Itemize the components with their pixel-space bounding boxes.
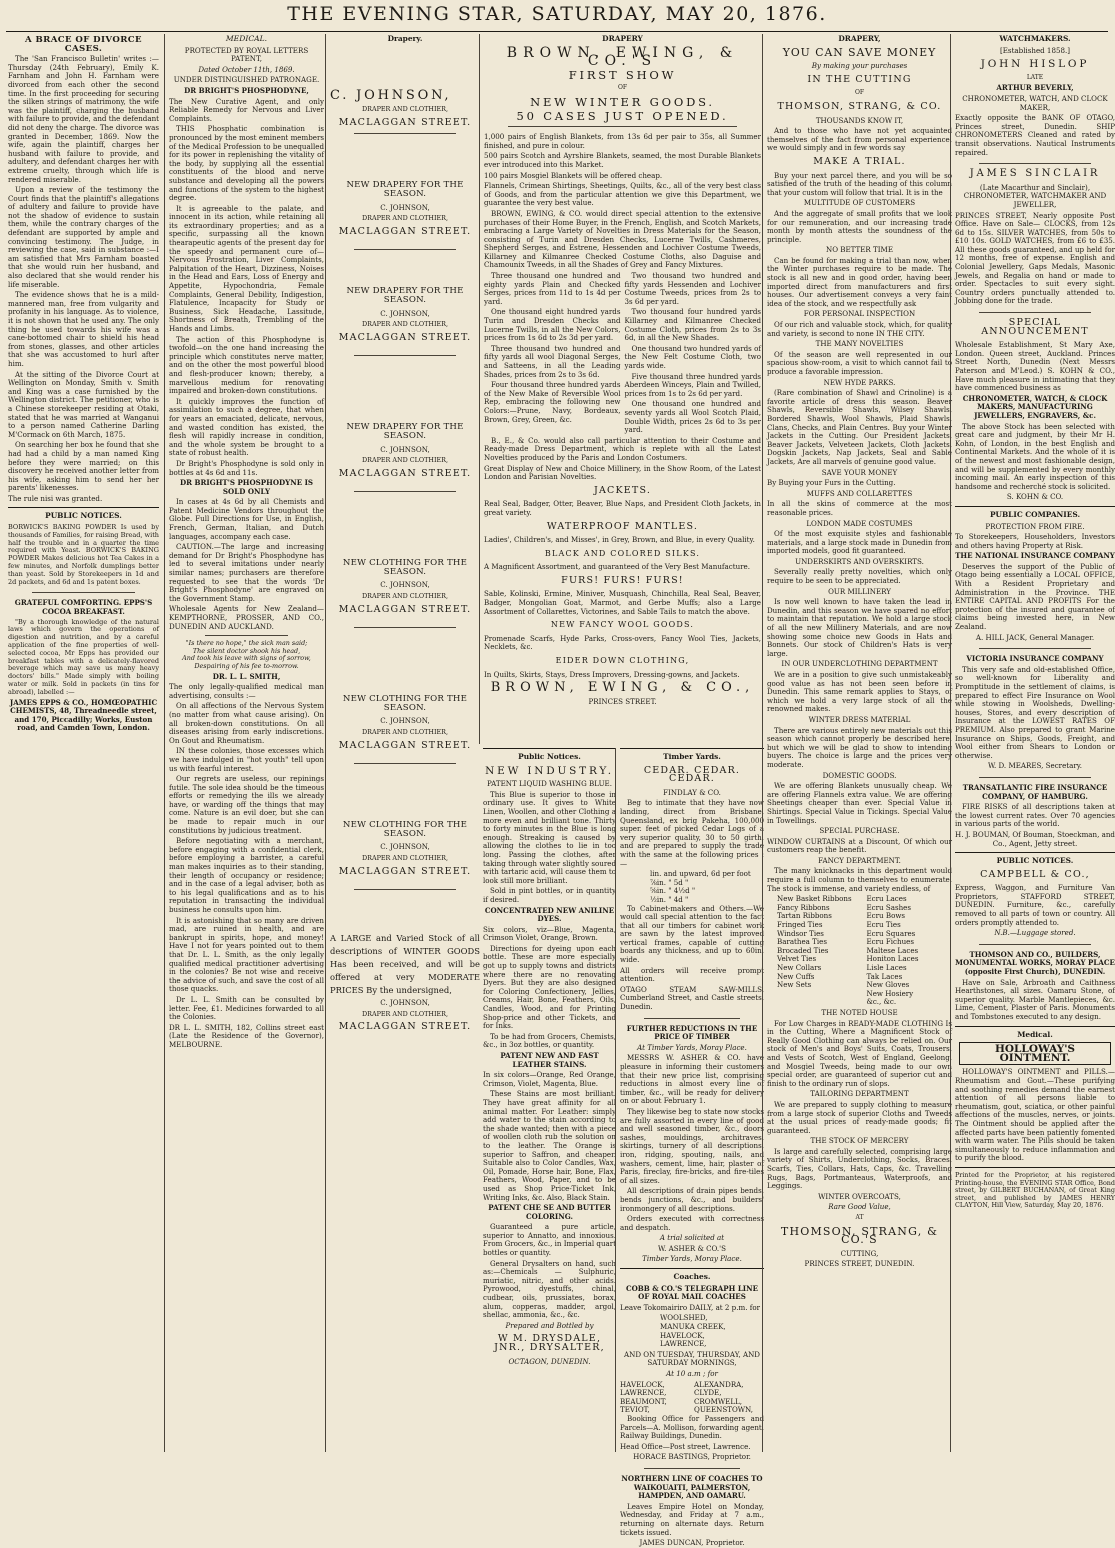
mantles-text: Ladies', Children's, and Misses', in Grey, Brown, and Blue, in every Quality. [484,535,755,545]
ad-trade: DRAPER AND CLOTHIER, [362,1009,448,1018]
paragraph: All descriptions of drain pipes bends, bends junctions, &c., and builders' ironmongery of all descriptions. [620,1186,764,1213]
fancy-list-b: Ecru Laces Ecru Sashes Ecru Bows Ecru Ties Ecru Squares Ecru Fichues Maltese Laces Honiton Laces Lisle Laces Tak Laces New Gloves New Hosiery &c., &c. [866,894,919,1007]
paragraph: The rule nisi was granted. [8,493,103,503]
paragraph: At the sitting of the Divorce Court at Wellington on Monday, Smith v. Smith and King was a case furnished by the Wellington district. The petitioner, who is a Chinese storekeeper residing at Otaki, stated that he was married at Wanganui to a person named Catherine Darling M'Cormack on 6th March, 1875. [8,369,159,439]
johnson-name: C. JOHNSON, [330,87,452,103]
section-header: Timber Yards. [663,752,721,761]
blue-heading: PATENT LIQUID WASHING BLUE. [487,779,612,789]
subhead: THOUSANDS KNOW IT, [815,115,904,125]
ad-title: NEW DRAPERY FOR THE SEASON. [346,422,464,441]
cobb-towns: WOOLSHED, MANUKA CREEK, HAVELOCK, LAWRENCE, [660,1313,726,1349]
subhead: LONDON MADE COSTUMES [806,518,913,528]
paragraph: General Drysalters on hand, such as:—Chemicals — Sulphuric, muriatic, nitric, and other acids. Pyrowood, dyestuffs, chinal, cudbear, oils, prussiates, borax, alum, copperas, madder, argol, shellac, ammonia, &c., &c. [483,1258,616,1320]
paragraph: By Buying your Furs in the Cutting. [767,478,896,488]
ad-title: NEW DRAPERY FOR THE SEASON. [346,180,464,199]
paragraph: The only legally-qualified medical man advertising, consults :— [169,682,324,700]
ad-name: C. JOHNSON, [380,580,430,590]
subhead: WINTER DRESS MATERIAL [808,714,911,724]
column-7 [950,34,1115,1452]
wool-text: Promenade Scarfs, Hyde Parks, Cross-overs, Fancy Wool Ties, Jackets, Necklets, &c. [484,633,761,652]
cobb-heading: COBB & CO.'S TELEGRAPH LINE OF ROYAL MAIL COACHES [625,1283,759,1302]
timber-sub: At Timber Yards, Moray Place. [637,1042,747,1052]
cobb-list-a: HAVELOCK, LAWRENCE, BEAUMONT, TEVIOT, [620,1379,667,1415]
paragraph: They likewise beg to state now stocks are fully assorted in every line of good and well seasoned timber, &c., doors sashes, mouldings, architraves, skirtings, turnery of all descriptions, iron, ridging, spouting, nails, and washers, cement, lime, hair, plaster of Paris, fireclay, fire-bricks, and fire-tiles of all sizes. [620,1106,764,1185]
of-line: OF [617,84,628,92]
sinclair-sub: (Late Macarthur and Sinclair), CHRONOMETER, WATCHMAKER AND JEWELLER, [963,182,1107,209]
ad-street: MACLAGGAN STREET. [338,865,472,877]
paragraph: These Stains are most brilliant. They have great affinity for all animal matter. For Leather: simply add water to the stain according to the shade wanted; then with a piece of woollen cloth rub the solution on to the leather. The Orange is superior to Saffron, and cheaper. Suitable also to Color Candles, Wax, Oil, Pomade, Horse hair, Bone, Flax, Feathers, Wood, Paper, and to be used as Shop Price-Ticket Ink, Writing Inks, &c. Also, Black Stain. [483,1089,616,1202]
price-list: lin. and upward, 6d per foot ⅞in. " 5d " ⅝in. " 4½d " ½in. " 4d " [650,869,751,904]
silks-heading: BLACK AND COLORED SILKS. [544,548,701,558]
paragraph: Head Office—Post street, Lawrence. [620,1441,751,1451]
paragraph: We are prepared to supply clothing to measure from a large stock of superior Cloths and Tweeds at the usual prices of ready-made goods; fit guaranteed. [767,1099,952,1135]
paragraph: To be had from Grocers, Chemists, &c., in 3oz bottles, or quantity. [483,1031,616,1050]
brown-ewing-ad [479,34,761,744]
paragraph: Leaves Empire Hotel on Monday, Wednesday, and Friday at 7 a.m., returning on alternate days. Return tickets issued. [620,1501,764,1537]
subhead: IN OUR UNDERCLOTHING DEPARTMENT [781,659,938,669]
masthead-rule [6,31,1108,32]
millinery-text: B., E., & Co. would also call particular attention to their Costume and Ready-made Dress Department, which is replete with all the Latest Novelties produced by the Paris and London Costumers. [484,435,761,462]
paragraph: This very safe and old-established Office, so well-known for Liberality and Promptitude in the settlement of claims, is prepared to effect Fire Insurance on Wool while stowing in Woolsheds, Dwelling-houses, Stores, and every description of Insurance at the LOWEST RATES OF PREMIUM. Also prepared to grant Marine Insurance on Ships, Goods, Freight, and Wool either from Shears to London or otherwise. [955,664,1115,760]
list-item: Three thousand one hundred and eighty yards Plain and Checked Serges, prices from 11d to 1s 4d per yard. [484,271,621,306]
johnson-street: MACLAGGAN STREET. [338,116,472,128]
beverly-name: ARTHUR BEVERLY, [996,83,1074,93]
paragraph: Upon a review of the testimony the Court finds that the plaintiff's allegations of adultery and failure to provide have not the shadow of evidence to sustain them, while the contrary charges of the defendant are supported by ample and convincing testimony. The Judge, in reviewing the case, said in substance :—I am satisfied that Mrs Farnham boasted that she would ruin her husband, and also declared that she would render his life miserable. [8,185,159,289]
transatlantic-heading: TRANSATLANTIC FIRE INSURANCE COMPANY, OF HAMBURG. [962,782,1108,801]
subhead: TAILORING DEPARTMENT [810,1089,909,1099]
epps-ad: "By a thorough knowledge of the natural laws which govern the operations of digestion and nutrition, and by a careful application of the fine properties of well-selected cocoa, Mr Epps has provided our breakfast tables with a delicately-flavored beverage which may save us many heavy doctors' bills." Made simply with boiling water or milk. Sold in packets (in tins for abroad), labelled :— [8,617,159,696]
list-item: One thousand eight hundred yards Turin and Dresden Checks and Lucerne Twills, in all the New Colors, prices from 1s 6d to 2s 3d per yard. [484,307,621,343]
firm-signature: BROWN, EWING, & CO., [490,680,755,696]
right-list [625,272,762,437]
epps-headline: GRATEFUL COMFORTING. EPPS'S COCOA BREAKFAST. [14,598,153,617]
in-cutting: IN THE CUTTING [807,73,912,85]
subhead: DOMESTIC GOODS. [822,770,897,780]
paragraph: Before negotiating with a merchant, before engaging with a confidential clerk, before employing a barrister, a careful man makes inquiries as to their standing, their length of occupancy or residence; and in the case of a legal adviser, both as to his legal qualifications and as to his reputation in transacting the individual business he consults upon him. [169,836,324,914]
section-rule [483,748,616,749]
item: 1,000 pairs of English Blankets, from 13s 6d per pair to 35s, all Summer finished, and pure in colour. [484,132,761,150]
subhead: THE NOTED HOUSE [821,1007,898,1017]
paragraph: Orders executed with correctness and despatch. [620,1214,764,1232]
ad-street: MACLAGGAN STREET. [338,467,472,479]
findlay-name: FINDLAY & CO. [663,787,721,797]
paragraph: The many knicknacks in this department would require a full column to themselves to enumerate. The stock is immense, and variety endless, of [767,866,952,893]
ad-trade: DRAPER AND CLOTHIER, [362,728,448,737]
victoria-signature: W. D. MEARES, Secretary. [987,761,1083,771]
paragraph: Directions for dyeing upon each bottle. These are more especially got up to supply towns and districts where there are no renovating Dyers. But they are also designed for Coloring Confectionery, Jellies, Creams, Hair, Bone, Feathers, Oils, Candles, Wood, and for Printing Shop-price and other Tickets, and for Inks. [483,943,616,1031]
divider [354,627,456,628]
ad-street: MACLAGGAN STREET. [338,1021,472,1033]
trial-solicited: A trial solicited at [659,1233,725,1243]
subhead: OUR MILLINERY [828,586,891,596]
show-text: Great Display of New and Choice Millinery, in the Show Room, of the Latest London and Parisian Novelties. [484,463,761,482]
announcement-heading: SPECIAL ANNOUNCEMENT [981,317,1089,337]
firm-name: THOMSON, STRANG, & CO. [777,100,942,112]
patent-line: PROTECTED BY ROYAL LETTERS PATENT, [184,45,309,64]
item: BROWN, EWING, & CO. would direct special attention to the extensive purchases of their Home Buyer, in the French, English, and Scotch Markets, embracing a Large Variety of Novelties in Dress Materials for the Season, consisting of Turin and Dresden Checks, Lucerne Twills, Cashmeres, Shepherd Serges, and Estrene, Hessenden and Lochiver Costume Tweeds, Killarney and Kilmanree Checked Costume Cloths, also Daguise and Chamounix Tweeds, in all the Shades of Grey and Fancy Mixtures. [484,208,761,270]
agents: Wholesale Agents for New Zealand—KEMPTHORNE, PROSSER, AND CO., DUNEDIN AND AUCKLAND. [169,604,324,631]
list-item: One thousand one hundred and seventy yards all Wool Scotch Plaid, Double Width, prices 2s 6d to 3s per yard. [624,399,761,435]
subhead: SAVE YOUR MONEY [821,467,898,477]
paragraph: Leave Tokomairiro DAILY, at 2 p.m. for [620,1302,760,1312]
verse: "Is there no hope," the sick man said; The silent doctor shook his head, And took his leave with signs of sorrow, Despairing of his fee to-morrow. [182,639,311,670]
save-heading: YOU CAN SAVE MONEY [782,45,937,59]
paragraph: In six colors—Orange, Red Orange, Crimson, Violet, Magenta, Blue. [483,1070,616,1088]
divider [205,635,288,636]
paragraph: To Storekeepers, Householders, Investors and others having Property at Risk. [955,532,1115,550]
firm-address: PRINCES STREET. [588,696,657,706]
section-header: Coaches. [673,1272,711,1282]
section-rule [620,748,764,749]
paragraph: Express, Waggon, and Furniture Van Proprietors, STAFFORD STREET, DUNEDIN. Furniture, &c., carefully removed to all parts of town or country. All orders promptly attended to. [955,883,1115,927]
silks-text: A Magnificent Assortment, and guaranteed of the Very Best Manufacture. [484,562,750,572]
ad-name: C. JOHNSON, [380,998,430,1008]
fancy-list-a: New Basket Ribbons Fancy Ribbons Tartan Ribbons Fringed Ties Windsor Ties Barathea Ties Brocaded Ties Velvet Ties New Collars New Cuffs New Sets [777,894,852,990]
ad-trade: DRAPER AND CLOTHIER, [362,456,448,465]
paragraph: We are offering Blankets unusually cheap. We are offering Flannels extra value. We are offering Sheetings cheaper than ever. Special Value in Shirtings. Special Value in Tickings. Special Value in Towellings. [767,781,952,825]
paragraph: On all affections of the Nervous System (no matter from what cause arising). On all broken-down constitutions. On all diseases arising from early indiscretions. On Gout and Rheumatism. [169,701,324,745]
list-item: Two thousand two hundred and fifty yards Hessenden and Lochiver Costume Tweeds, prices from 2s to 3s 6d per yard. [624,271,761,306]
ad-street: MACLAGGAN STREET. [338,739,472,751]
paragraph: It is astonishing that so many are driven mad, are ruined in health, and are bankrupt in spirits, hope, and money! Have I not for years pointed out to them that Dr. L. L. Smith, as the only legally qualified medical practitioner advertising in the colonies? Be not wise and receive the advice of such, and save the cost of all those quacks. [169,915,324,994]
paragraph: HOLLOWAY'S OINTMENT and PILLS.—Rheumatism and Gout.—These purifying and soothing remedies demand the earnest attention of all persons liable to rheumatism, gout, sciatica, or other painful affections of the muscles, nerves, or joints. The Ointment should be applied after the affected parts have been patiently fomented with warm water. The Pills should be taken simultaneously to reduce inflammation and to purify the blood. [955,1067,1115,1163]
ad-street: MACLAGGAN STREET. [338,603,472,615]
cobb-destinations [620,1381,764,1415]
imprint: Printed for the Proprietor, at his registered Printing-house, the EVENING STAR Office, Bond street, by GILBERT BUCHANAN, of Great King street, and published by JAMES HENRY CLAYTON, Hill View, Saturday, May 20, 1876. [955,1170,1115,1210]
paragraph: Beg to intimate that they have now landing, direct from Brisbane, Queensland, ex brig Pakeha, 100,000 super. feet of picked Cedar Logs of a very superior quality, 30 to 50 girth, and are prepared to supply the trade with the same at the following prices :— [620,798,764,868]
first-show: FIRST SHOW [568,67,677,82]
beverly-sub: CHRONOMETER, WATCH, AND CLOCK MAKER, [962,93,1108,112]
paragraph: It is agreeable to the palate, and innocent in its action, while retaining all its extraordinary properties; and as a specific, surpassing all the known thearapeutic agents of the present day for the speedy and permanent cure of—Nervous Prostration, Liver Complaints, Palpitation of the Heart, Dizziness, Noises in the Head and Ears, Loss of Energy and Appetite, Hypochondria, Female Complaints, General Debility, Indigestion, Flatulence, Incapacity for Study or Business, Sick Headache, Lassitude, Shortness of Breath, Trembling of the Hands and Limbs. [169,203,324,333]
divider [644,1018,740,1019]
kohn-heading: CHRONOMETER, WATCH, & CLOCK MAKERS, MANUFACTURING JEWELLERS, ENGRAVERS, &c. [962,393,1108,420]
furs-heading: FURS! FURS! FURS! [561,574,684,586]
paragraph: Of the most exquisite styles and fashionable materials, and a large stock made in Dunedin from imported models, good fit guaranteed. [767,529,952,556]
of-line: OF [854,89,865,97]
ad-trade: DRAPER AND CLOTHIER, [362,854,448,862]
paragraph: We are in a position to give such unmistakeably good value as has not been seen before in Dunedin. This same remark applies to Stays, of which we hold a very large stock of all the renowned makes. [767,670,952,714]
divider [979,312,1091,313]
firm-signature: THOMSON, STRANG, & CO.'S [780,1224,939,1247]
section-header: Public Notices. [518,752,581,761]
subhead: NO BETTER TIME [825,245,893,255]
paragraph: THIS Phosphatic combination is pronounced by the most eminent members of the Medical Profession to be unequalled for its power in replenishing the vitality of the body, by supplying all the essential constituents of the blood and nerve substance and developing all the powers and functions of the system to the highest degree. [169,124,324,203]
paragraph: The action of this Phosphodyne is twofold—on the one hand increasing the principle which constitutes nerve matter, and on the other the most powerful blood and flesh-producer known; thereby, a marvellous medium for renovating impaired and broken-down constitutions. [169,334,324,396]
campbell-name: CAMPBELL & CO., [980,868,1090,880]
jackets-text: Real Seal, Badger, Otter, Beaver, Blue Naps, and President Cloth Jackets, in great variety. [484,499,761,517]
patronage-line: UNDER DISTINGUISHED PATRONAGE. [173,75,320,85]
paragraph: Guaranteed a pure article, superior to Annatto, and innoxious. From Grocers, &c., in Imperial quart bottles or quantity. [483,1222,617,1258]
cobb-time: At 10 a.m ; for [666,1369,718,1378]
divider [32,592,135,593]
paragraph: The above Stock has been selected with great care and judgment, by their Mr H. Kohn, of London, in the best English and Continental Markets. And the whole of it is of the newest and most fashionable design, and will be supplemented by every monthly incoming mail. An early inspection of this handsome and recherché stock is solicited. [955,421,1115,491]
paragraph: MESSRS W. ASHER & CO. have pleasure in informing their customers that their new price list, comprising reductions in almost every line of timber, &c., will be ready for delivery on or about February 1. [620,1053,764,1106]
subhead: UNDERSKIRTS AND OVERSKIRTS. [795,556,924,566]
paragraph: There are various entirely new materials out this season which cannot properly be described here, but which we will be glad to show to intending buyers. The choice is large and the prices very moderate. [767,725,952,769]
paragraph: On searching her box he found that she had had a child by a man named King before they were married; on this discovery he received another letter from his wife, asking him to send her her parents' likenesses. [8,440,159,493]
fancy-lists [767,895,952,1007]
item: 500 pairs Scotch and Ayrshire Blankets, seamed, the most Durable Blankets ever introduced into this Market. [484,151,761,169]
victoria-heading: VICTORIA INSURANCE COMPANY [966,654,1104,664]
johnson-ad [330,416,480,485]
paragraph: Our regrets are useless, our repinings futile. The sole idea should be the timeous efforts or remedying the ills we already have, or warding off the things that may come. Nature is an evil doer, but she can be made to repair much in our constitutions by judicious treatment. [169,774,324,835]
northern-heading: NORTHERN LINE OF COACHES TO WAIKOUAITI, PALMERSTON, HAMPDEN, AND OAMARU. [621,1473,763,1501]
section-header: Medical. [1017,1029,1053,1039]
campbell-sub: N.B.—Luggage stored. [994,928,1076,938]
paragraph: The New Curative Agent, and only Reliable Remedy for Nervous and Liver Complaints. [169,96,324,123]
divider [354,889,456,890]
left-list [484,272,621,437]
wool-heading: NEW FANCY WOOL GOODS. [550,620,695,630]
section-header: MEDICAL. [225,34,268,43]
masthead-title: THE EVENING STAR, SATURDAY, MAY 20, 1876. [287,3,827,25]
stains-heading: PATENT NEW AND FAST LEATHER STAINS. [500,1051,599,1069]
ad-trade: DRAPER AND CLOTHIER, [362,214,448,223]
subhead: THE MANY NOVELTIES [815,339,904,349]
borwick-ad: BORWICK'S BAKING POWDER Is used by thousands of Families, for raising Bread, with half the trouble and in a quarter the time required with Yeast. BORWICK'S BAKING POWDER Makes delicious hot Tea Cakes in a few minutes, and Norfolk dumplings better than yeast. Sold by Storekeepers in 1d and 2d packets, and 6d and 1s patent boxes. [8,523,159,586]
epps-maker: JAMES EPPS & CO., HOMŒOPATHIC CHEMISTS, 48, Threadneedle street, and 170, Piccadilly; Works, Euston road, and Camden Town, London. [9,697,158,733]
asher-signature: W. ASHER & CO.'S [658,1243,726,1253]
paragraph: The 'San Francisco Bulletin' writes :— Thursday (24th February), Emily K. Farnham and John H. Farnham were divorced from each other the second time. In the first proceeding for securing the silken strings of matrimony, the wife was the plaintiff, charging the husband with failure to provide, and the defendant did not deny the charge. The divorce was granted in December, 1869. Now the wife, again the plaintiff, charges her husband with failure to provide, and adultery, and defendant charges her with extreme cruelty, through which life is rendered miserable. [8,54,159,184]
maker-name: W M. DRYSDALE, JNR., DRYSALTER, [494,1333,605,1353]
eider-heading: EIDER DOWN CLOTHING, [555,656,690,666]
subhead: MAKE A TRIAL. [813,155,906,167]
fire-heading: PROTECTION FROM FIRE. [985,521,1085,531]
transatlantic-signature: H. J. BOUMAN, Of Bouman, Stoeckman, and Co., Agent, Jetty street. [955,829,1115,848]
column-5 [615,748,764,1548]
ad-trade: DRAPER AND CLOTHIER, [362,320,448,329]
furs-text: Sable, Kolinski, Ermine, Miniver, Musquash, Chinchilla, Real Seal, Beaver, Badger, Mongolian Goat, Marmot, and Gerbe Muffs; also a Large Assortment of Collarettes, Victorines, and Sable Tails to match the above. [484,589,761,616]
paragraph: Is now well known to have taken the lead in Dunedin, and this season we have spared no effort to maintain that reputation. We hold a large stock of all the new Millinery Materials, and are now showing some choice new Goods in Hats and Bonnets. Our stock of Children's Hats is very large. [767,597,952,658]
coloring-heading: PATENT CHE SE AND BUTTER COLORING. [488,1203,611,1221]
column-2 [164,34,324,1452]
asher-address: Timber Yards, Moray Place. [642,1254,742,1264]
eider-text: In Quilts, Skirts, Stays, Dress Improvers, Dressing-gowns, and Jackets. [484,669,740,679]
northern-signature: JAMES DUNCAN, Proprietor. [639,1538,745,1548]
holloway-heading: HOLLOWAY'S OINTMENT. [959,1042,1111,1065]
johnson-ad [330,814,480,883]
ad-title: NEW CLOTHING FOR THE SEASON. [342,820,468,839]
paragraph: Booking Office for Passengers and Parcels—A. Mollison, forwarding agent, Railway Buildings, Dunedin. [620,1413,764,1441]
section-header: WATCHMAKERS. [999,34,1071,43]
dyes-heading: CONCENTRATED NEW ANILINE DYES. [484,905,615,924]
section-header: PUBLIC NOTICES. [996,856,1074,866]
jackets-heading: JACKETS. [593,484,652,496]
section-header: PUBLIC COMPANIES. [989,509,1081,519]
dated-line: Dated October 11th, 1869. [198,64,295,74]
paragraph: It quickly improves the function of assimilation to such a degree, that when for years an emaciated, delicate, nervous, and wasted condition has existed, the flesh will rapidly increase in condition, and the whole system be brought to a state of robust health. [169,396,324,458]
divider [354,249,456,250]
paragraph: FIRE RISKS of all descriptions taken at the lowest current rates. Over 70 agencies in various parts of the world. [955,802,1115,829]
winter-goods-ad [330,930,480,1039]
ad-title: NEW CLOTHING FOR THE SEASON. [342,694,468,713]
paragraph: WINDOW CURTAINS at a Discount, Of which our customers reap the benefit. [767,836,952,855]
prepared-by: Prepared and Bottled by [505,1320,594,1330]
ad-title: NEW CLOTHING FOR THE SEASON. [342,558,468,577]
hislop-name: JOHN HISLOP [980,58,1090,71]
johnson-ad [330,688,480,757]
list-item: Five thousand three hundred yards Aberdeen Winceys, Plain and Twilled, prices from 1s to 2s 6d per yard. [624,371,761,398]
established: [Established 1858.] [999,45,1071,55]
sinclair-name: JAMES SINCLAIR [969,168,1101,180]
section-header: Drapery. [387,34,423,43]
subhead: FANCY DEPARTMENT. [818,855,901,865]
list-item: Three thousand two hundred and fifty yards all wool Diagonal Serges, and Satteens, in all the Leading Shades, prices from 2s to 3s 6d. [484,343,621,379]
paragraph: Of our rich and valuable stock, which, for quality and variety, is second to none IN THE CITY. [767,320,952,338]
dress-lists [484,272,761,437]
national-heading: THE NATIONAL INSURANCE COMPANY [955,551,1115,561]
caution: CAUTION.—The large and increasing demand for Dr Bright's Phosphodyne has led to several imitations under nearly similar names; purchasers are therefore requested to see that the words 'Dr Bright's Phosphodyne' are engraved on the Government Stamp. [169,542,324,603]
cases-opened: 50 CASES JUST OPENED. [516,108,729,123]
paragraph: Six colors, viz—Blue, Magenta, Crimson Violet, Orange, Brown. [483,924,616,943]
divider [354,491,456,492]
ad-street: MACLAGGAN STREET. [338,331,472,343]
ad-name: C. JOHNSON, [380,308,430,318]
divider [979,777,1091,778]
subhead: THE STOCK OF MERCERY [810,1136,909,1146]
section-rule [955,1026,1115,1027]
thomson-heading: THOMSON AND CO., BUILDERS, MONUMENTAL WORKS, MORAY PLACE (opposite First Church), DUNEDIN. [955,949,1115,977]
paragraph: And the aggregate of small profits that we look for our remuneration, and our increasing trade month by month attests the soundness of the principle. [767,208,952,244]
paragraph: Deserves the support of the Public of Otago being essentially a LOCAL OFFICE, With a Resident Proprietary and Administration in the Province. THE ENTIRE CAPITAL AND PROFITS For the protection of the insured and guarantee of claims being invested here, in New Zealand. [955,561,1115,632]
mantles-heading: WATERPROOF MANTLES. [546,520,699,532]
paragraph: Of the season are well represented in our spacious show-room, a visit to which cannot fail to produce a favorable impression. [767,349,952,376]
paragraph: In all the skins of commerce at the most reasonable prices. [767,499,952,517]
subhead: SPECIAL PURCHASE. [819,826,900,836]
johnson-ad [330,280,480,349]
paragraph: All orders will receive prompt attention. [620,965,764,984]
paragraph: Exactly opposite the BANK OF OTAGO, Princes street, Dunedin. SHIP CHRONOMETERS Cleaned and rated by transit observations. Nautical Instruments repaired. [955,113,1115,157]
section-header: PUBLIC NOTICES. [45,511,122,521]
section-header: DRAPERY, [838,34,881,43]
list-item: Two thousand four hundred yards Killarney and Kilmanree Checked Costume Cloth, prices from 2s to 3s 6d, in all the New Shades. [624,307,761,343]
ad-name: C. JOHNSON, [380,716,430,726]
cobb-list-b: ALEXANDRA, CLYDE, CROMWELL, QUEENSTOWN, [694,1379,754,1415]
divider [979,648,1091,649]
subhead: FOR PERSONAL INSPECTION [803,309,916,319]
subhead: MUFFS AND COLLARETTES [806,488,913,498]
divorce-headline: A BRACE OF DIVORCE CASES. [25,35,142,54]
section-rule [8,507,159,508]
save-sub: By making your purchases [811,61,908,71]
firm-address: PRINCES STREET, DUNEDIN. [804,1259,915,1269]
divider [979,163,1091,164]
section-rule [955,1167,1115,1168]
item: Flannels, Crimean Shirtings, Sheetings, Quilts, &c., all of the very best class of Goods, and from the particular attention we give this Department, we guarantee the very best value. [484,181,761,208]
subhead: NEW HYDE PARKS. [823,377,896,387]
paragraph: Can be found for making a trial than now, when the Winter purchases require to be made. The stock is all new and in good order, having been imported direct from manufacturers and first houses. Our advertisement conveys a very faint idea of the stock, and we respectfully ask [767,255,952,308]
cobb-days: AND ON TUESDAY, THURSDAY, AND SATURDAY MORNINGS, [623,1349,760,1368]
firm-name: BROWN, EWING, & CO.'S [506,44,739,70]
paragraph: In cases at 4s 6d by all Chemists and Patent Medicine Vendors throughout the Globe. Full Directions for Use, in English, French, German, Italian, and Dutch languages, accompany each case. [169,497,324,541]
column-4 [479,748,616,1452]
ad-trade: DRAPER AND CLOTHIER, [362,592,448,601]
paragraph: The evidence shows that he is a mild-mannered man, free from vulgarity and profanity in his language. As to violence, it is not shown that he used any. The only thing he used towards his wife was a cane-bottomed chair to shield his head from stones, glasses, and other articles that she was accustomed to hurl after him. [8,290,159,368]
rare-value: Rare Good Value, [828,1202,891,1212]
divider [508,126,737,127]
industry-heading: NEW INDUSTRY. [485,764,614,777]
paragraph: (Rare combination of Shawl and Crinoline) is a favorite article of dress this season. Beaver Shawls, Reversible Shawls, Wilsey Shawls, Bordered Shawls, Wool Shawls, Plaid Shawls, Clans, Checks, and Plain Centres. Buy your Winter Jackets in the Cutting. Our President Jackets, Beaver Jackets, Velveteen Jackets, Cloth Jackets, Dogskin Jackets, Nap Jackets, Seal and Sable Jackets, Are all marvels of genuine good value. [767,388,952,466]
paragraph: Is large and carefully selected, comprising large variety of Shirts, Underclothing, Socks, Braces, Scarfs, Ties, Collars, Hats, Caps, &c. Travelling Rugs, Bags, Portmanteaus, Waterproofs, and Leggings. [767,1146,952,1191]
cobb-signature: HORACE BASTINGS, Proprietor. [633,1452,751,1462]
divider [354,133,456,134]
paragraph: And to those who have not yet acquainted themselves of the fact from personal experience, we would simply and in few words say [767,126,952,153]
divider [979,944,1091,945]
section-rule [620,1268,764,1269]
winter-stock: A LARGE and Varied Stock of all descriptions of WINTER GOODS Has been received, and will be offered at very MODERATE PRICES By the undersigned, [330,933,480,996]
paragraph: IN these colonies, those excesses which we have indulged in "hot youth" tell upon us with fearful interest. [169,746,324,773]
paragraph: This Blue is superior to those in ordinary use. It gives to White Linen, Woollen, and other Clothing a more even and brilliant tone. Thirty to forty minutes in the Blue is long enough. Streaking is caused by allowing the clothes to lie in too long. Passing the clothes, after taking through water slightly soured with tartaric acid, will cause them to look still more brilliant. [483,789,616,885]
list-item: Four thousand three hundred yards of the New Make of Reversible Wool Rep, embracing the following new Colors:—Prune, Navy, Bordeaux, Brown, Grey, Green, &c. [484,380,621,424]
johnson-ad [330,174,480,243]
divider [644,1468,740,1469]
late-line: LATE [1026,73,1044,81]
divider [354,763,456,764]
winter-goods: NEW WINTER GOODS. [530,94,715,109]
ad-name: C. JOHNSON, [380,202,430,212]
maker-address: OCTAGON, DUNEDIN. [508,1356,591,1366]
at-line: AT [855,1214,864,1222]
paragraph: Sold in pint bottles, or in quantity if desired. [483,886,616,904]
list-item: One thousand two hundred yards of the New Felt Costume Cloth, two yards wide. [624,343,761,370]
kohn-signature: S. KOHN & CO. [1006,492,1064,502]
cutting-line: CUTTING, [840,1248,879,1258]
product-name: DR BRIGHT'S PHOSPHODYNE, [184,85,309,95]
section-rule [955,852,1115,853]
johnson-trade: DRAPER AND CLOTHIER, [362,105,448,114]
divider [354,355,456,356]
timber-heading: FURTHER REDUCTIONS IN THE PRICE OF TIMBER [626,1023,758,1042]
section-rule [955,506,1115,507]
mills-address: OTAGO STEAM SAW-MILLS, Cumberland Street, and Castle streets, Dunedin. [620,984,764,1012]
paragraph: Dr L. L. Smith can be consulted by letter. Fee, £1. Medicines forwarded to all the Colonies. [169,994,324,1022]
ad-name: C. JOHNSON, [380,444,430,454]
paragraph: PRINCES STREET, Nearly opposite Post Office. Have on Sale— CLOCKS, from 12s 6d to 15s. SILVER WATCHES, from 50s to £10 10s. GOLD WATCHES, from £6 to £35. All these goods guaranteed, and up held for 12 months, free of expense. English and Colonial Jewellery, Gaps Medals, Masonic Jewels, and Regalia on hand or made to order. Spectacles to suit every sight. Country orders punctually attended to. Jobbing done for the trade. [955,210,1115,306]
column-1 [8,34,159,1452]
paragraph: For Low Charges in READY-MADE CLOTHING Is in the Cutting, Where a Magnificent Stock of Really Good Clothing can always be relied on. Our stock of Men's and Boys' Suits, Coats, Trousers, and Vests of Scotch, West of England, Geelong, and Mosgiel Tweeds, being made to our own special order, are guaranteed of superior cut and finish to the ordinary run of slops. [767,1018,952,1088]
ad-street: MACLAGGAN STREET. [338,225,472,237]
smith-address: DR L. L. SMITH, 182, Collins street east (Late the Residence of the Governor), MELBOURNE. [169,1022,324,1049]
column-3 [325,34,480,1452]
national-signature: A. HILL JACK, General Manager. [975,632,1095,642]
column-6 [762,34,952,1452]
paragraph: To Cabinet-makers and Others.—We would call special attention to the fact that all our timbers for cabinet work are sawn by the latest improved vertical frames, capable of cutting boards any thickness, and up to 60in. wide. [620,903,764,965]
paragraph: Dr Bright's Phosphodyne is sold only in bottles at 4s 6d and 11s. [169,458,324,477]
ad-title: NEW DRAPERY FOR THE SEASON. [346,286,464,305]
section-header: DRAPERY [602,34,643,43]
ad-name: C. JOHNSON, [380,842,430,852]
sold-only-heading: DR BRIGHT'S PHOSPHODYNE IS SOLD ONLY [179,478,314,496]
paragraph: Severally really pretty novelties, which only require to be seen to be appreciated. [767,567,952,586]
paragraph: Buy your next parcel there, and you will be so satisfied of the truth of the heading of this column that your custom will follow that trial. It is in the [767,170,952,197]
paragraph: Wholesale Establishment, St Mary Axe, London. Queen street, Auckland. Princes Street North, Dunedin (Next Messrs Paterson and M'Leod.) S. KOHN & CO., Have much pleasure in intimating that they have commenced business as [955,340,1115,393]
paragraph: Have on Sale, Arbroath and Caithness Hearthstones, all sizes. Oamaru Stone, of superior quality. Marble Mantlepieces, &c. Lime, Cement, Plaster of Paris. Monuments and Tombstones executed to any design. [955,977,1115,1021]
cedar-heading: CEDAR. CEDAR. CEDAR. [643,764,741,785]
smith-name: DR. L. L. SMITH, [212,671,281,681]
subhead: MULTITUDE OF CUSTOMERS [803,198,916,208]
item: 100 pairs Mosgiel Blankets will be offered cheap. [484,170,663,180]
johnson-ad [330,552,480,621]
subhead: WINTER OVERCOATS, [818,1191,901,1201]
